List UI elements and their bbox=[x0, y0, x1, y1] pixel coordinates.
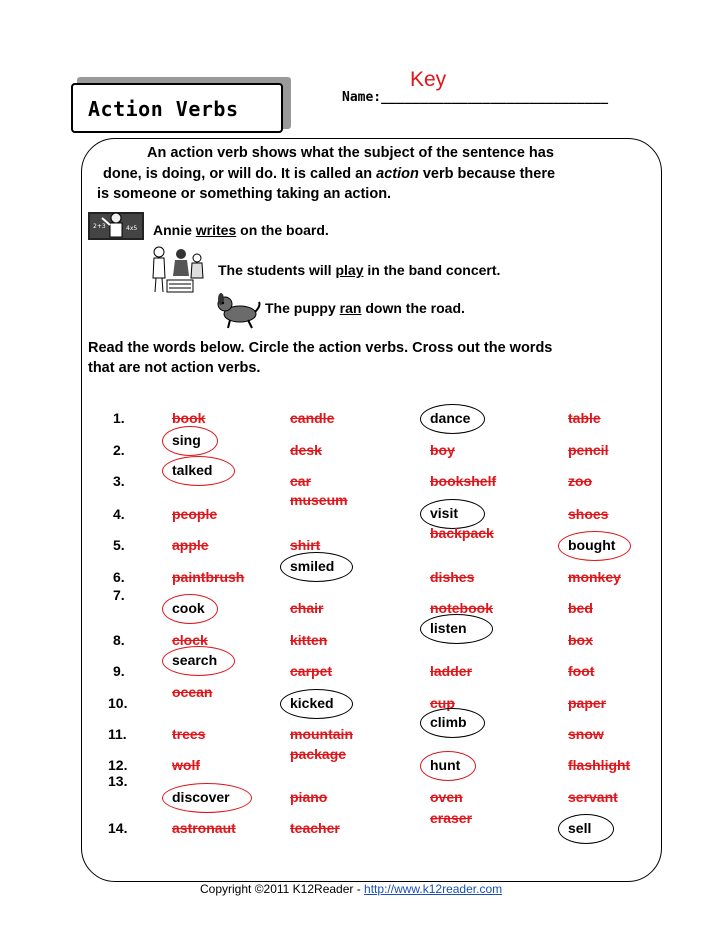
footer bbox=[200, 882, 502, 896]
example-sentence-2: The students will play in the band concert. bbox=[218, 262, 501, 278]
item-number: 1. bbox=[113, 410, 125, 426]
crossed-word[interactable]: shirt bbox=[290, 537, 321, 553]
instructions-line-2: that are not action verbs. bbox=[88, 360, 261, 376]
crossed-word[interactable]: ladder bbox=[430, 663, 473, 679]
circled-verb[interactable]: cook bbox=[172, 600, 205, 616]
crossed-word[interactable]: dishes bbox=[430, 569, 475, 585]
intro-line-1: An action verb shows what the subject of the sentence has bbox=[147, 145, 554, 161]
crossed-word[interactable]: cup bbox=[430, 695, 455, 711]
crossed-word[interactable]: piano bbox=[290, 789, 328, 805]
footer-link[interactable]: http://www.k12reader.com bbox=[364, 882, 503, 896]
crossed-word[interactable]: desk bbox=[290, 442, 322, 458]
example-verb: ran bbox=[339, 300, 362, 316]
crossed-word[interactable]: mountain bbox=[290, 726, 353, 742]
example-sentence-1: Annie writes on the board. bbox=[153, 222, 329, 238]
crossed-word[interactable]: wolf bbox=[172, 757, 200, 773]
svg-text:2+3: 2+3 bbox=[93, 223, 106, 230]
circled-verb[interactable]: visit bbox=[430, 505, 459, 521]
crossed-word[interactable]: kitten bbox=[290, 632, 328, 648]
crossed-word[interactable]: servant bbox=[568, 789, 618, 805]
item-number: 7. bbox=[113, 587, 125, 603]
intro-line-2 bbox=[103, 166, 555, 182]
item-number: 11. bbox=[108, 726, 127, 742]
crossed-word[interactable]: ocean bbox=[172, 684, 213, 700]
intro-line-3: is someone or something taking an action. bbox=[97, 186, 392, 202]
answer-key-label: Key bbox=[410, 68, 447, 91]
circled-verb[interactable]: climb bbox=[430, 714, 467, 730]
crossed-word[interactable]: bed bbox=[568, 600, 593, 616]
crossed-word[interactable]: paper bbox=[568, 695, 607, 711]
example-verb: writes bbox=[195, 222, 237, 238]
item-number: 2. bbox=[113, 442, 125, 458]
crossed-word[interactable]: apple bbox=[172, 537, 209, 553]
item-number: 10. bbox=[108, 695, 128, 711]
crossed-word[interactable]: chair bbox=[290, 600, 324, 616]
item-number: 14. bbox=[108, 820, 128, 836]
intro-line-2b: verb because there bbox=[418, 166, 556, 182]
crossed-word[interactable]: oven bbox=[430, 789, 463, 805]
crossed-word[interactable]: zoo bbox=[568, 473, 593, 489]
circled-verb[interactable]: smiled bbox=[290, 558, 335, 574]
item-number: 9. bbox=[113, 663, 125, 679]
crossed-word[interactable]: box bbox=[568, 632, 593, 648]
crossed-word[interactable]: carpet bbox=[290, 663, 333, 679]
crossed-word[interactable]: trees bbox=[172, 726, 206, 742]
example-sentence-3: The puppy ran down the road. bbox=[265, 300, 465, 316]
crossed-word[interactable]: flashlight bbox=[568, 757, 631, 773]
crossed-word[interactable]: museum bbox=[290, 492, 348, 508]
crossed-word[interactable]: backpack bbox=[430, 525, 494, 541]
item-number: 4. bbox=[113, 506, 125, 522]
circled-verb[interactable]: sing bbox=[172, 432, 201, 448]
crossed-word[interactable]: teacher bbox=[290, 820, 340, 836]
crossed-word[interactable]: people bbox=[172, 506, 218, 522]
circled-verb[interactable]: hunt bbox=[430, 757, 461, 773]
circled-verb[interactable]: kicked bbox=[290, 695, 334, 711]
page-title: Action Verbs bbox=[88, 97, 239, 121]
intro-line-2a: done, is doing, or will do. It is called an bbox=[103, 166, 377, 182]
crossed-word[interactable]: clock bbox=[172, 632, 208, 648]
crossed-word[interactable]: boy bbox=[430, 442, 455, 458]
item-number: 12. bbox=[108, 757, 128, 773]
instructions bbox=[88, 338, 648, 378]
item-number: 6. bbox=[113, 569, 125, 585]
crossed-word[interactable]: notebook bbox=[430, 600, 493, 616]
svg-text:4x5: 4x5 bbox=[126, 225, 138, 232]
circled-verb[interactable]: bought bbox=[568, 537, 616, 553]
footer-copyright: Copyright ©2011 K12Reader - bbox=[200, 882, 365, 896]
item-number: 13. bbox=[108, 773, 128, 789]
crossed-word[interactable]: book bbox=[172, 410, 206, 426]
crossed-word[interactable]: paintbrush bbox=[172, 569, 245, 585]
instructions-line-1: Read the words below. Circle the action verbs. Cross out the words bbox=[88, 340, 553, 356]
intro-emphasis: action bbox=[376, 166, 419, 182]
circled-verb[interactable]: dance bbox=[430, 410, 471, 426]
crossed-word[interactable]: candle bbox=[290, 410, 335, 426]
circled-verb[interactable]: listen bbox=[430, 620, 467, 636]
crossed-word[interactable]: pencil bbox=[568, 442, 609, 458]
crossed-word[interactable]: bookshelf bbox=[430, 473, 497, 489]
crossed-word[interactable]: package bbox=[290, 746, 347, 762]
example-verb: play bbox=[335, 262, 364, 278]
crossed-word[interactable]: foot bbox=[568, 663, 595, 679]
name-field[interactable]: Name:_____________________________ bbox=[342, 90, 609, 105]
puppy-clipart bbox=[214, 290, 262, 330]
band-students-clipart bbox=[147, 240, 209, 298]
circled-verb[interactable]: talked bbox=[172, 462, 213, 478]
crossed-word[interactable]: snow bbox=[568, 726, 604, 742]
item-number: 3. bbox=[113, 473, 125, 489]
teacher-at-board-clipart bbox=[88, 208, 144, 244]
crossed-word[interactable]: monkey bbox=[568, 569, 621, 585]
circled-verb[interactable]: sell bbox=[568, 820, 592, 836]
item-number: 8. bbox=[113, 632, 125, 648]
circled-verb[interactable]: search bbox=[172, 652, 218, 668]
circled-verb[interactable]: discover bbox=[172, 789, 230, 805]
crossed-word[interactable]: table bbox=[568, 410, 601, 426]
crossed-word[interactable]: shoes bbox=[568, 506, 609, 522]
crossed-word[interactable]: astronaut bbox=[172, 820, 236, 836]
item-number: 5. bbox=[113, 537, 125, 553]
crossed-word[interactable]: car bbox=[290, 473, 312, 489]
crossed-word[interactable]: eraser bbox=[430, 810, 473, 826]
